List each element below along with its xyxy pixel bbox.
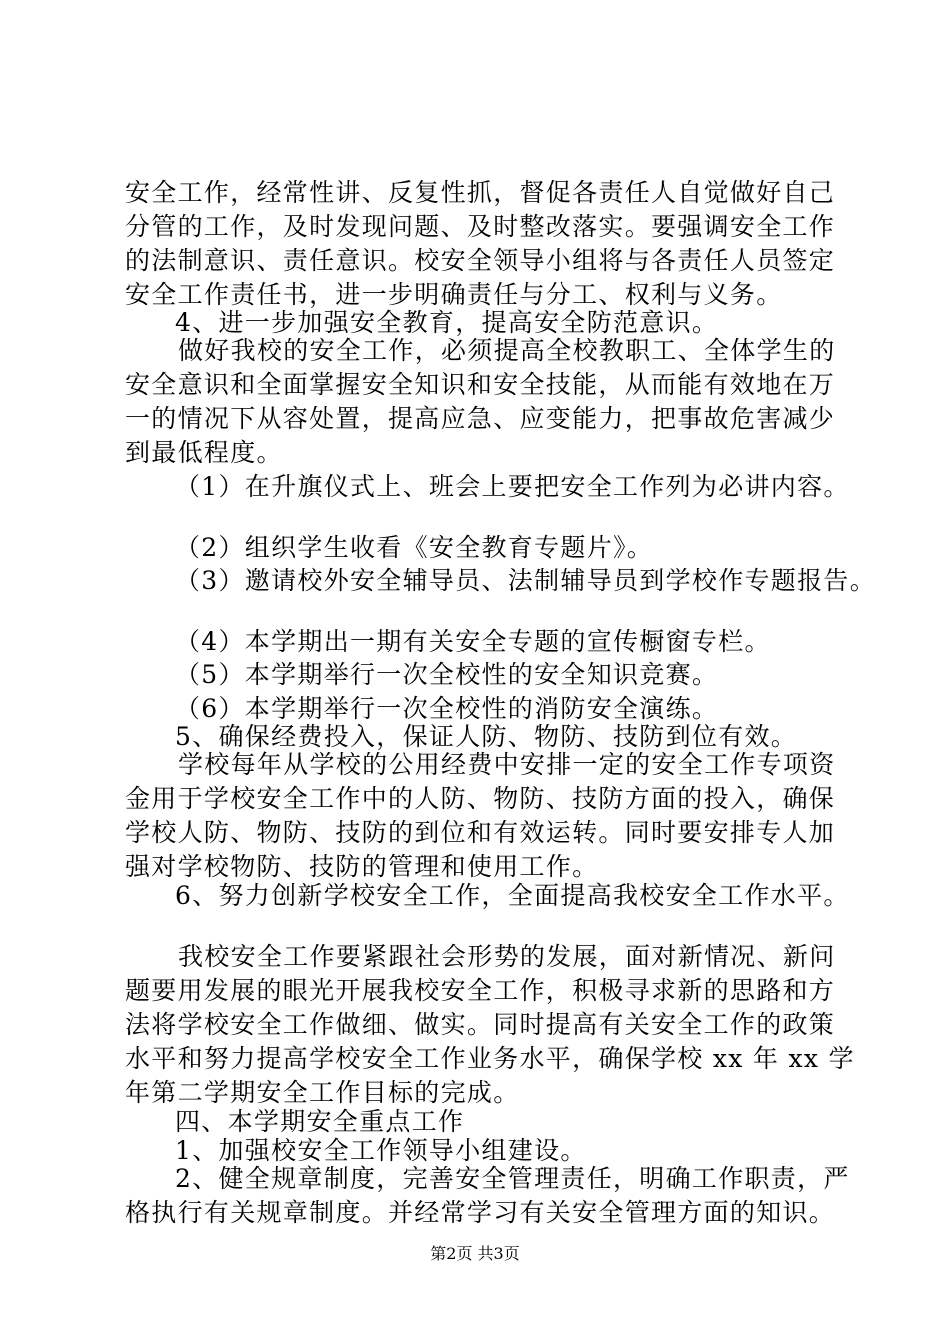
text-line: 的法制意识、责任意识。校安全领导小组将与各责任人员签定 [125,246,836,275]
list-item: （3）邀请校外安全辅导员、法制辅导员到学校作专题报告。 [175,566,877,595]
text-line: 2、健全规章制度，完善安全管理责任，明确工作职责，严 [175,1164,850,1193]
text-line: 格执行有关规章制度。并经常学习有关安全管理方面的知识。 [125,1198,836,1227]
list-item: （2）组织学生收看《安全教育专题片》。 [175,533,654,562]
text-line: 金用于学校安全工作中的人防、物防、技防方面的投入，确保 [125,784,836,813]
list-item: （4）本学期出一期有关安全专题的宣传橱窗专栏。 [175,627,771,656]
section-heading: 1、加强校安全工作领导小组建设。 [175,1136,587,1165]
text-line: 安全意识和全面掌握安全知识和安全技能，从而能有效地在万 [125,370,836,399]
text-line: 水平和努力提高学校安全工作业务水平，确保学校 xx 年 xx 学 [125,1044,855,1073]
text-line: 一的情况下从容处置，提高应急、应变能力，把事故危害减少 [125,404,836,433]
text-line: 题要用发展的眼光开展我校安全工作，积极寻求新的思路和方 [125,976,836,1005]
section-heading: 5、确保经费投入，保证人防、物防、技防到位有效。 [175,722,798,751]
text-line: 强对学校物防、技防的管理和使用工作。 [125,852,599,881]
text-line: 做好我校的安全工作，必须提高全校教职工、全体学生的 [178,336,836,365]
text-line: 安全工作责任书，进一步明确责任与分工、权利与义务。 [125,280,783,309]
text-line: 分管的工作，及时发现问题、及时整改落实。要强调安全工作 [125,212,836,241]
section-heading: 四、本学期安全重点工作 [175,1107,465,1136]
text-line: 学校每年从学校的公用经费中安排一定的安全工作专项资 [178,750,836,779]
list-item: （6）本学期举行一次全校性的消防安全演练。 [175,694,719,723]
section-heading: 6、努力创新学校安全工作，全面提高我校安全工作水平。 [175,881,850,910]
list-item: （1）在升旗仪式上、班会上要把安全工作列为必讲内容。 [175,472,850,501]
page-footer: 第2页 共3页 [430,1244,520,1263]
text-line: 法将学校安全工作做细、做实。同时提高有关安全工作的政策 [125,1010,836,1039]
text-line: 年第二学期安全工作目标的完成。 [125,1078,520,1107]
list-item: （5）本学期举行一次全校性的安全知识竞赛。 [175,660,719,689]
text-line: 学校人防、物防、技防的到位和有效运转。同时要安排专人加 [125,818,836,847]
section-heading: 4、进一步加强安全教育，提高安全防范意识。 [175,308,719,337]
text-line: 安全工作，经常性讲、反复性抓，督促各责任人自觉做好自己 [125,178,836,207]
text-line: 我校安全工作要紧跟社会形势的发展，面对新情况、新问 [178,942,836,971]
text-line: 到最低程度。 [125,438,283,467]
